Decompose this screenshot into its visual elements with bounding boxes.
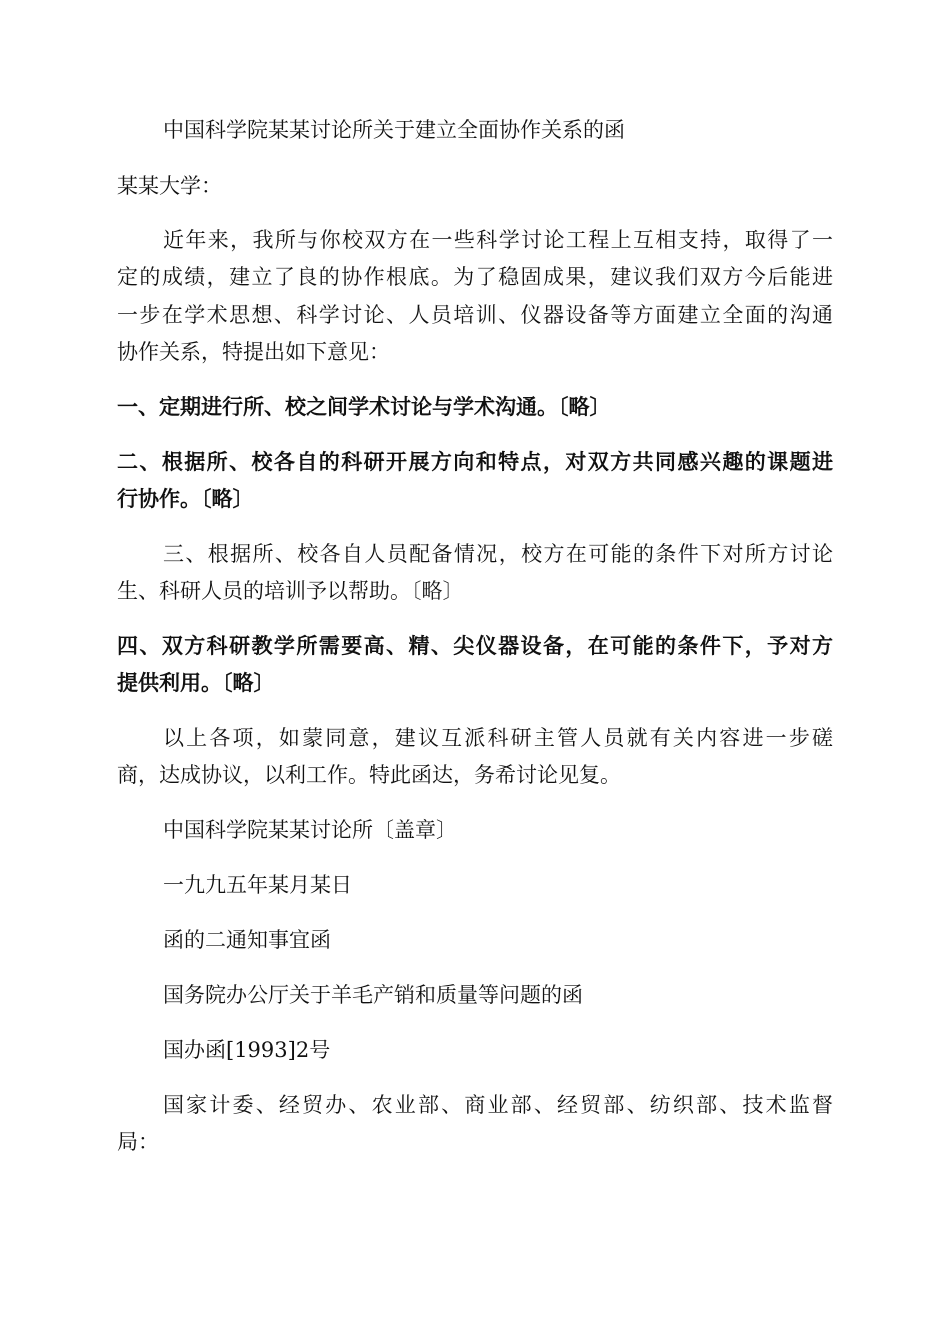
recipients-line-2: 局：	[117, 1130, 159, 1154]
closing-line-1: 以上各项，如蒙同意，建议互派科研主管人员就有关内容进一步磋	[163, 726, 833, 750]
point-1: 一、定期进行所、校之间学术讨论与学术沟通。〔略〕	[117, 395, 611, 419]
date: 一九九五年某月某日	[163, 873, 352, 897]
intro-line-1: 近年来，我所与你校双方在一些科学讨论工程上互相支持，取得了一	[163, 228, 833, 252]
letter-title: 中国科学院某某讨论所关于建立全面协作关系的函	[163, 118, 625, 142]
intro-line-4: 协作关系，特提出如下意见：	[117, 340, 390, 364]
point-3-line-1: 三、根据所、校各自人员配备情况，校方在可能的条件下对所方讨论	[163, 542, 833, 566]
point-4-line-2: 提供利用。〔略〕	[117, 671, 275, 695]
section-heading: 函的二通知事宜函	[163, 928, 331, 952]
point-4-line-1: 四、双方科研教学所需要高、精、尖仪器设备，在可能的条件下，予对方	[117, 634, 833, 658]
point-2-line-1: 二、根据所、校各自的科研开展方向和特点，对双方共同感兴趣的课题进	[117, 450, 833, 474]
point-2-line-2: 行协作。〔略〕	[117, 487, 254, 511]
recipients-line-1: 国家计委、经贸办、农业部、商业部、经贸部、纺织部、技术监督	[163, 1093, 833, 1117]
addressee: 某某大学：	[117, 174, 222, 198]
intro-line-2: 定的成绩，建立了良的协作根底。为了稳固成果，建议我们双方今后能进	[117, 265, 833, 289]
sender: 中国科学院某某讨论所〔盖章〕	[163, 818, 457, 842]
closing-line-2: 商，达成协议，以利工作。特此函达，务希讨论见复。	[117, 763, 621, 787]
intro-line-3: 一步在学术思想、科学讨论、人员培训、仪器设备等方面建立全面的沟通	[117, 303, 833, 327]
point-3-line-2: 生、科研人员的培训予以帮助。〔略〕	[117, 579, 464, 603]
document-number: 国办函[1993]2号	[163, 1038, 331, 1062]
second-letter-title: 国务院办公厅关于羊毛产销和质量等问题的函	[163, 983, 583, 1007]
